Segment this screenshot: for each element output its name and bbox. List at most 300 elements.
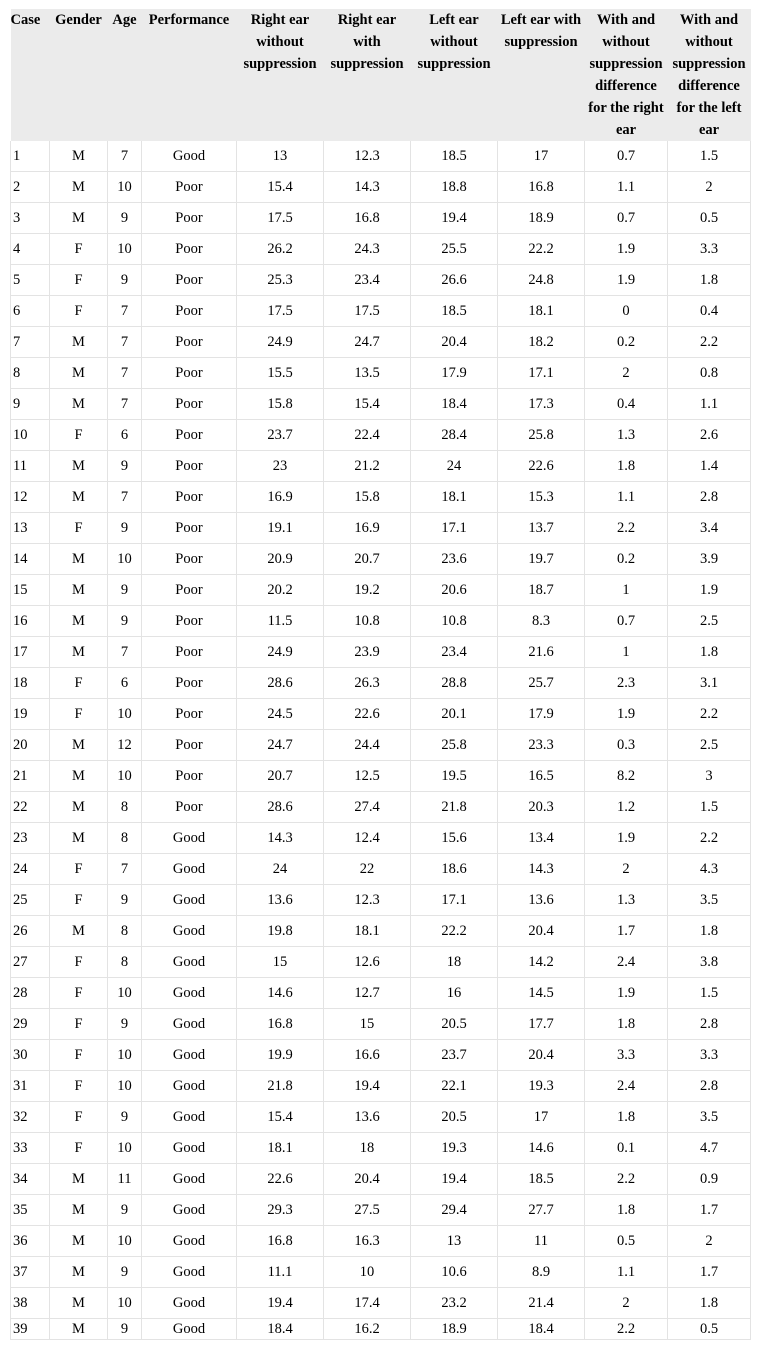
table-cell: 0.7: [585, 141, 668, 172]
table-cell: 9: [108, 265, 142, 296]
table-cell: 34: [11, 1164, 50, 1195]
table-cell: 10: [108, 1040, 142, 1071]
table-cell: 18: [11, 668, 50, 699]
table-cell: 3: [668, 761, 751, 792]
table-row: [11, 451, 751, 482]
table-cell: 24.7: [324, 327, 411, 358]
table-row: [11, 792, 751, 823]
column-header: Left ear without suppression: [411, 9, 498, 141]
table-cell: 1.3: [585, 420, 668, 451]
table-cell: F: [50, 513, 108, 544]
table-cell: 2.2: [585, 1319, 668, 1340]
table-cell: F: [50, 234, 108, 265]
table-cell: 11.1: [237, 1257, 324, 1288]
table-cell: 8.2: [585, 761, 668, 792]
table-cell: Good: [142, 1009, 237, 1040]
table-cell: 11.5: [237, 606, 324, 637]
table-cell: 3.3: [585, 1040, 668, 1071]
table-cell: 23.3: [498, 730, 585, 761]
table-cell: Good: [142, 1040, 237, 1071]
table-cell: 10: [108, 1226, 142, 1257]
table-cell: 28.6: [237, 668, 324, 699]
table-cell: 16.2: [324, 1319, 411, 1340]
table-cell: 10: [108, 978, 142, 1009]
table-cell: 23.6: [411, 544, 498, 575]
table-cell: 29.4: [411, 1195, 498, 1226]
table-cell: 21.8: [411, 792, 498, 823]
table-cell: 0.5: [668, 1319, 751, 1340]
table-cell: 25.5: [411, 234, 498, 265]
table-cell: 16.3: [324, 1226, 411, 1257]
table-cell: 1.8: [668, 916, 751, 947]
table-cell: 0.2: [585, 544, 668, 575]
table-cell: 9: [108, 606, 142, 637]
table-cell: 1.8: [585, 1102, 668, 1133]
table-cell: 16.9: [237, 482, 324, 513]
table-cell: 19.4: [411, 203, 498, 234]
table-cell: F: [50, 1102, 108, 1133]
table-row: [11, 730, 751, 761]
table-cell: 21.2: [324, 451, 411, 482]
table-cell: 17.4: [324, 1288, 411, 1319]
table-cell: M: [50, 1226, 108, 1257]
table-cell: F: [50, 668, 108, 699]
table-cell: 14.3: [324, 172, 411, 203]
table-cell: 25.7: [498, 668, 585, 699]
table-cell: 10: [108, 699, 142, 730]
table-cell: 10.8: [411, 606, 498, 637]
table-row: [11, 637, 751, 668]
table-cell: 0.4: [668, 296, 751, 327]
table-cell: 16: [11, 606, 50, 637]
table-row: [11, 916, 751, 947]
table-cell: 25.8: [498, 420, 585, 451]
table-cell: 17.5: [237, 203, 324, 234]
table-cell: Good: [142, 854, 237, 885]
table-cell: 18.4: [498, 1319, 585, 1340]
table-cell: 24.3: [324, 234, 411, 265]
table-cell: 0.8: [668, 358, 751, 389]
column-header: Right ear with suppression: [324, 9, 411, 141]
table-cell: 13.6: [324, 1102, 411, 1133]
table-cell: 0.5: [585, 1226, 668, 1257]
table-row: [11, 885, 751, 916]
table-cell: F: [50, 1071, 108, 1102]
table-cell: 31: [11, 1071, 50, 1102]
table-cell: 1.3: [585, 885, 668, 916]
table-cell: 22.2: [411, 916, 498, 947]
table-cell: 6: [108, 420, 142, 451]
table-cell: Poor: [142, 389, 237, 420]
table-cell: 14.3: [237, 823, 324, 854]
table-cell: Good: [142, 1102, 237, 1133]
table-cell: 18.1: [498, 296, 585, 327]
table-cell: Good: [142, 885, 237, 916]
table-cell: 2: [668, 1226, 751, 1257]
table-cell: 9: [108, 203, 142, 234]
table-cell: 2.2: [668, 823, 751, 854]
table-cell: 14.5: [498, 978, 585, 1009]
table-cell: 12.3: [324, 141, 411, 172]
table-cell: F: [50, 1133, 108, 1164]
table-cell: 19.9: [237, 1040, 324, 1071]
table-cell: 20.3: [498, 792, 585, 823]
table-cell: 7: [108, 358, 142, 389]
table-cell: 17.1: [411, 885, 498, 916]
table-cell: 36: [11, 1226, 50, 1257]
table-cell: 2.4: [585, 947, 668, 978]
table-cell: 1.8: [668, 265, 751, 296]
table-cell: Poor: [142, 172, 237, 203]
table-cell: 30: [11, 1040, 50, 1071]
table-row: [11, 1226, 751, 1257]
table-cell: F: [50, 420, 108, 451]
table-cell: 3.3: [668, 1040, 751, 1071]
table-cell: 11: [11, 451, 50, 482]
table-cell: 19.3: [411, 1133, 498, 1164]
table-cell: 16.5: [498, 761, 585, 792]
table-cell: 10.8: [324, 606, 411, 637]
table-cell: 19.1: [237, 513, 324, 544]
table-cell: 3: [11, 203, 50, 234]
table-cell: 14.2: [498, 947, 585, 978]
table-cell: 12.3: [324, 885, 411, 916]
table-cell: F: [50, 854, 108, 885]
table-cell: 18.9: [411, 1319, 498, 1340]
table-cell: 22.1: [411, 1071, 498, 1102]
table-cell: 12.6: [324, 947, 411, 978]
table-cell: 18.1: [324, 916, 411, 947]
table-cell: 8: [108, 792, 142, 823]
table-cell: 7: [108, 637, 142, 668]
table-cell: 10: [324, 1257, 411, 1288]
table-cell: Poor: [142, 730, 237, 761]
table-row: [11, 296, 751, 327]
table-row: [11, 327, 751, 358]
table-cell: 28.8: [411, 668, 498, 699]
table-cell: 26.3: [324, 668, 411, 699]
table-cell: 20.4: [411, 327, 498, 358]
table-cell: 10: [108, 172, 142, 203]
table-cell: M: [50, 792, 108, 823]
table-cell: M: [50, 327, 108, 358]
table-cell: 15.4: [237, 172, 324, 203]
table-cell: 13.7: [498, 513, 585, 544]
table-cell: 16.6: [324, 1040, 411, 1071]
table-body: [11, 141, 751, 1340]
table-row: [11, 823, 751, 854]
table-cell: 20: [11, 730, 50, 761]
table-cell: 0.9: [668, 1164, 751, 1195]
table-cell: 15.8: [324, 482, 411, 513]
table-cell: 2.5: [668, 606, 751, 637]
table-row: [11, 606, 751, 637]
table-cell: 8: [108, 947, 142, 978]
table-cell: 16: [411, 978, 498, 1009]
table-cell: 26: [11, 916, 50, 947]
table-cell: 2: [585, 1288, 668, 1319]
table-cell: 19.3: [498, 1071, 585, 1102]
table-cell: 1.7: [668, 1195, 751, 1226]
table-cell: 1.9: [585, 978, 668, 1009]
table-cell: 16.9: [324, 513, 411, 544]
table-cell: 13: [411, 1226, 498, 1257]
table-cell: 7: [108, 389, 142, 420]
table-cell: 16.8: [237, 1226, 324, 1257]
table-cell: Good: [142, 947, 237, 978]
table-cell: 13.6: [237, 885, 324, 916]
table-row: [11, 1164, 751, 1195]
table-cell: 10.6: [411, 1257, 498, 1288]
table-cell: Poor: [142, 606, 237, 637]
table-cell: 18.8: [411, 172, 498, 203]
table-cell: 9: [108, 575, 142, 606]
table-cell: 13.4: [498, 823, 585, 854]
table-cell: M: [50, 389, 108, 420]
table-cell: M: [50, 637, 108, 668]
table-cell: 22: [324, 854, 411, 885]
table-cell: 8: [11, 358, 50, 389]
table-cell: 1.8: [585, 1195, 668, 1226]
table-cell: Poor: [142, 544, 237, 575]
table-cell: 19.4: [324, 1071, 411, 1102]
table-cell: 3.3: [668, 234, 751, 265]
table-cell: 24.8: [498, 265, 585, 296]
table-cell: 17: [498, 1102, 585, 1133]
table-cell: 18.5: [411, 296, 498, 327]
column-header: Gender: [50, 9, 108, 141]
table-cell: 12.7: [324, 978, 411, 1009]
table-cell: 2.3: [585, 668, 668, 699]
table-cell: 1.5: [668, 792, 751, 823]
table-cell: Poor: [142, 296, 237, 327]
table-cell: 1.9: [585, 234, 668, 265]
table-cell: 39: [11, 1319, 50, 1340]
column-header: Age: [108, 9, 142, 141]
table-cell: M: [50, 544, 108, 575]
table-row: [11, 1133, 751, 1164]
table-cell: 9: [108, 1257, 142, 1288]
table-cell: 9: [108, 1195, 142, 1226]
table-cell: 20.1: [411, 699, 498, 730]
table-cell: 16.8: [237, 1009, 324, 1040]
table-cell: Poor: [142, 699, 237, 730]
table-cell: 28: [11, 978, 50, 1009]
table-cell: Poor: [142, 265, 237, 296]
table-cell: 25.3: [237, 265, 324, 296]
table-cell: 13.5: [324, 358, 411, 389]
table-cell: Poor: [142, 482, 237, 513]
table-cell: 7: [108, 854, 142, 885]
table-cell: 2: [668, 172, 751, 203]
table-cell: 4: [11, 234, 50, 265]
table-cell: 17: [498, 141, 585, 172]
table-cell: 10: [108, 1288, 142, 1319]
table-cell: 22.6: [498, 451, 585, 482]
table-cell: M: [50, 172, 108, 203]
table-cell: Good: [142, 823, 237, 854]
table-cell: 22.6: [324, 699, 411, 730]
table-cell: Poor: [142, 234, 237, 265]
table-cell: 38: [11, 1288, 50, 1319]
table-cell: 2: [11, 172, 50, 203]
table-cell: 3.8: [668, 947, 751, 978]
table-cell: Poor: [142, 513, 237, 544]
table-cell: 5: [11, 265, 50, 296]
table-cell: 9: [108, 885, 142, 916]
table-cell: 20.4: [498, 1040, 585, 1071]
table-row: [11, 978, 751, 1009]
table-cell: 9: [108, 513, 142, 544]
table-cell: 15: [237, 947, 324, 978]
table-cell: 2: [585, 358, 668, 389]
table-cell: M: [50, 1257, 108, 1288]
table-cell: 1.1: [585, 172, 668, 203]
table-cell: Poor: [142, 327, 237, 358]
table-cell: F: [50, 947, 108, 978]
table-cell: 2.4: [585, 1071, 668, 1102]
table-cell: 7: [108, 296, 142, 327]
table-cell: 3.9: [668, 544, 751, 575]
table-cell: 1: [585, 637, 668, 668]
table-cell: 8: [108, 823, 142, 854]
table-cell: 16.8: [498, 172, 585, 203]
table-cell: 25.8: [411, 730, 498, 761]
table-cell: 10: [108, 234, 142, 265]
table-cell: 3.4: [668, 513, 751, 544]
table-cell: M: [50, 358, 108, 389]
table-cell: 18: [411, 947, 498, 978]
table-cell: 14.6: [498, 1133, 585, 1164]
table-cell: 19.2: [324, 575, 411, 606]
table-cell: 21.6: [498, 637, 585, 668]
table-cell: 15.6: [411, 823, 498, 854]
table-cell: 3.5: [668, 1102, 751, 1133]
table-cell: 14.3: [498, 854, 585, 885]
table-cell: Poor: [142, 420, 237, 451]
table-cell: 22.4: [324, 420, 411, 451]
table-cell: 7: [108, 141, 142, 172]
table-row: [11, 1040, 751, 1071]
table-cell: 0.4: [585, 389, 668, 420]
table-cell: 13.6: [498, 885, 585, 916]
table-cell: 1.9: [585, 699, 668, 730]
table-cell: Good: [142, 1164, 237, 1195]
table-cell: 18: [324, 1133, 411, 1164]
table-cell: 9: [108, 1102, 142, 1133]
column-header: Right ear without suppression: [237, 9, 324, 141]
table-cell: 8.9: [498, 1257, 585, 1288]
table-cell: 11: [498, 1226, 585, 1257]
column-header: Left ear with suppression: [498, 9, 585, 141]
table-cell: 22: [11, 792, 50, 823]
table-cell: 14.6: [237, 978, 324, 1009]
table-cell: 1.8: [668, 637, 751, 668]
table-cell: 12: [11, 482, 50, 513]
table-cell: 2.8: [668, 482, 751, 513]
table-cell: Poor: [142, 575, 237, 606]
table-cell: Good: [142, 1195, 237, 1226]
table-cell: Poor: [142, 358, 237, 389]
table-cell: 27.5: [324, 1195, 411, 1226]
table-cell: 24: [237, 854, 324, 885]
table-row: [11, 513, 751, 544]
table-cell: 24.7: [237, 730, 324, 761]
table-cell: 17: [11, 637, 50, 668]
table-cell: M: [50, 761, 108, 792]
table-cell: 15.4: [237, 1102, 324, 1133]
table-cell: 32: [11, 1102, 50, 1133]
table-cell: 2.6: [668, 420, 751, 451]
table-cell: 23.2: [411, 1288, 498, 1319]
column-header: With and without suppression difference for the left ear: [668, 9, 751, 141]
table-cell: 1: [585, 575, 668, 606]
table-cell: 8: [108, 916, 142, 947]
table-cell: 2.8: [668, 1071, 751, 1102]
table-cell: 23: [237, 451, 324, 482]
table-cell: 20.5: [411, 1102, 498, 1133]
table-cell: 10: [108, 544, 142, 575]
table-cell: 24.9: [237, 637, 324, 668]
table-cell: 7: [108, 482, 142, 513]
table-cell: 0.3: [585, 730, 668, 761]
table-cell: Poor: [142, 761, 237, 792]
table-cell: 0.1: [585, 1133, 668, 1164]
table-row: [11, 668, 751, 699]
table-cell: 1.1: [585, 1257, 668, 1288]
table-cell: Good: [142, 1319, 237, 1340]
table-cell: 37: [11, 1257, 50, 1288]
table-cell: 29: [11, 1009, 50, 1040]
table-cell: Good: [142, 1257, 237, 1288]
table-cell: 19.4: [411, 1164, 498, 1195]
table-cell: 16.8: [324, 203, 411, 234]
table-cell: 17.5: [324, 296, 411, 327]
table-cell: 7: [108, 327, 142, 358]
table-row: [11, 1319, 751, 1340]
table-cell: Good: [142, 1133, 237, 1164]
table-cell: 20.6: [411, 575, 498, 606]
table-cell: M: [50, 1288, 108, 1319]
table-cell: 1.8: [585, 1009, 668, 1040]
table-cell: 2.2: [668, 699, 751, 730]
table-cell: 18.4: [411, 389, 498, 420]
table-cell: 3.5: [668, 885, 751, 916]
table-cell: 18.5: [411, 141, 498, 172]
table-cell: Poor: [142, 668, 237, 699]
table-cell: 27: [11, 947, 50, 978]
table-cell: 18.1: [237, 1133, 324, 1164]
table-cell: 9: [11, 389, 50, 420]
table-cell: 0: [585, 296, 668, 327]
table-cell: 20.7: [324, 544, 411, 575]
table-row: [11, 1257, 751, 1288]
table-cell: 21.4: [498, 1288, 585, 1319]
table-cell: 20.7: [237, 761, 324, 792]
table-cell: 26.2: [237, 234, 324, 265]
table-row: [11, 482, 751, 513]
table-cell: 15.5: [237, 358, 324, 389]
table-cell: 8.3: [498, 606, 585, 637]
table-cell: 15: [324, 1009, 411, 1040]
table-cell: F: [50, 265, 108, 296]
table-cell: Good: [142, 978, 237, 1009]
table-cell: 15.3: [498, 482, 585, 513]
table-cell: 1.9: [668, 575, 751, 606]
table-cell: 9: [108, 1319, 142, 1340]
table-cell: 1.5: [668, 978, 751, 1009]
table-row: [11, 544, 751, 575]
